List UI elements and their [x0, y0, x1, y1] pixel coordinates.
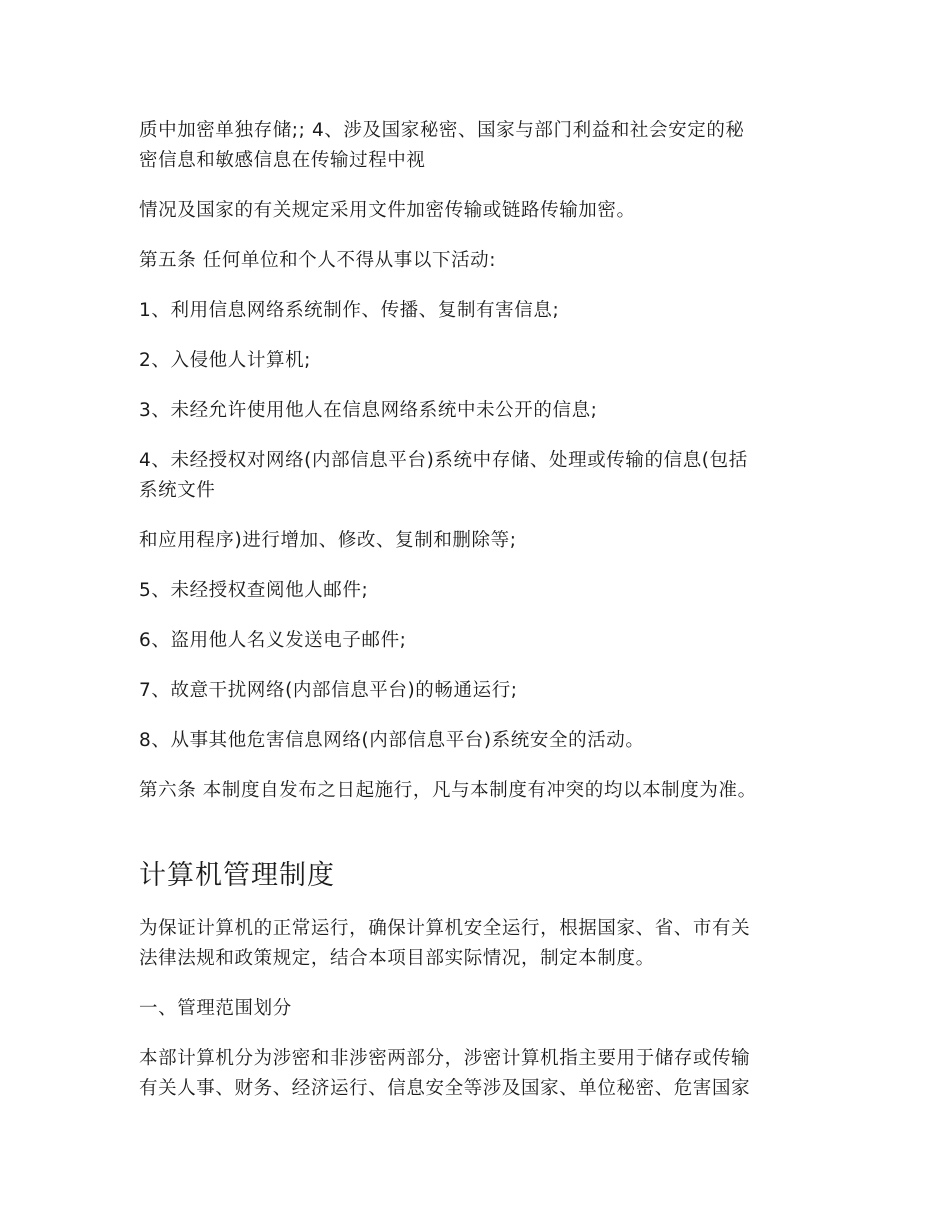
- list-item-4: [139, 446, 814, 506]
- text-line: 5、未经授权查阅他人邮件;: [139, 580, 369, 601]
- list-item-8: [139, 726, 814, 756]
- text-line: 7、故意干扰网络(内部信息平台)的畅通运行;: [139, 680, 518, 701]
- section-title: 计算机管理制度: [139, 860, 335, 891]
- text-line: 3、未经允许使用他人在信息网络系统中未公开的信息;: [139, 400, 598, 421]
- list-item-4-continued: [139, 526, 814, 556]
- list-item-3: [139, 396, 814, 426]
- text-line: 2、入侵他人计算机;: [139, 350, 312, 371]
- paragraph-encryption-transmission: [139, 196, 814, 226]
- paragraph-encryption-storage: [139, 116, 814, 176]
- scope-paragraph: [139, 1044, 814, 1104]
- list-item-7: [139, 676, 814, 706]
- text-line: 第六条 本制度自发布之日起施行，凡与本制度有冲突的均以本制度为准。: [139, 780, 757, 801]
- text-line: 1、利用信息网络系统制作、传播、复制有害信息;: [139, 300, 560, 321]
- article-5-heading: [139, 246, 814, 276]
- text-line: 第五条 任何单位和个人不得从事以下活动:: [139, 250, 497, 271]
- list-item-6: [139, 626, 814, 656]
- list-item-1: [139, 296, 814, 326]
- text-line: 有关人事、财务、经济运行、信息安全等涉及国家、单位秘密、危害国家: [139, 1078, 751, 1099]
- text-line: 密信息和敏感信息在传输过程中视: [139, 150, 426, 171]
- text-line: 为保证计算机的正常运行，确保计算机安全运行，根据国家、省、市有关: [139, 918, 751, 939]
- section-intro-paragraph: [139, 914, 814, 974]
- text-line: 4、未经授权对网络(内部信息平台)系统中存储、处理或传输的信息(包括: [139, 450, 748, 471]
- text-line: 8、从事其他危害信息网络(内部信息平台)系统安全的活动。: [139, 730, 645, 751]
- article-6: [139, 776, 814, 806]
- subsection-heading: [139, 994, 814, 1024]
- text-line: 系统文件: [139, 480, 216, 501]
- text-line: 法律法规和政策规定，结合本项目部实际情况，制定本制度。: [139, 948, 655, 969]
- text-line: 一、管理范围划分: [139, 998, 292, 1019]
- text-line: 和应用程序)进行增加、修改、复制和删除等;: [139, 530, 517, 551]
- list-item-5: [139, 576, 814, 606]
- text-line: 质中加密单独存储;; 4、涉及国家秘密、国家与部门利益和社会安定的秘: [139, 120, 745, 141]
- text-line: 情况及国家的有关规定采用文件加密传输或链路传输加密。: [139, 200, 636, 221]
- list-item-2: [139, 346, 814, 376]
- text-line: 6、盗用他人名义发送电子邮件;: [139, 630, 407, 651]
- text-line: 本部计算机分为涉密和非涉密两部分，涉密计算机指主要用于储存或传输: [139, 1048, 751, 1069]
